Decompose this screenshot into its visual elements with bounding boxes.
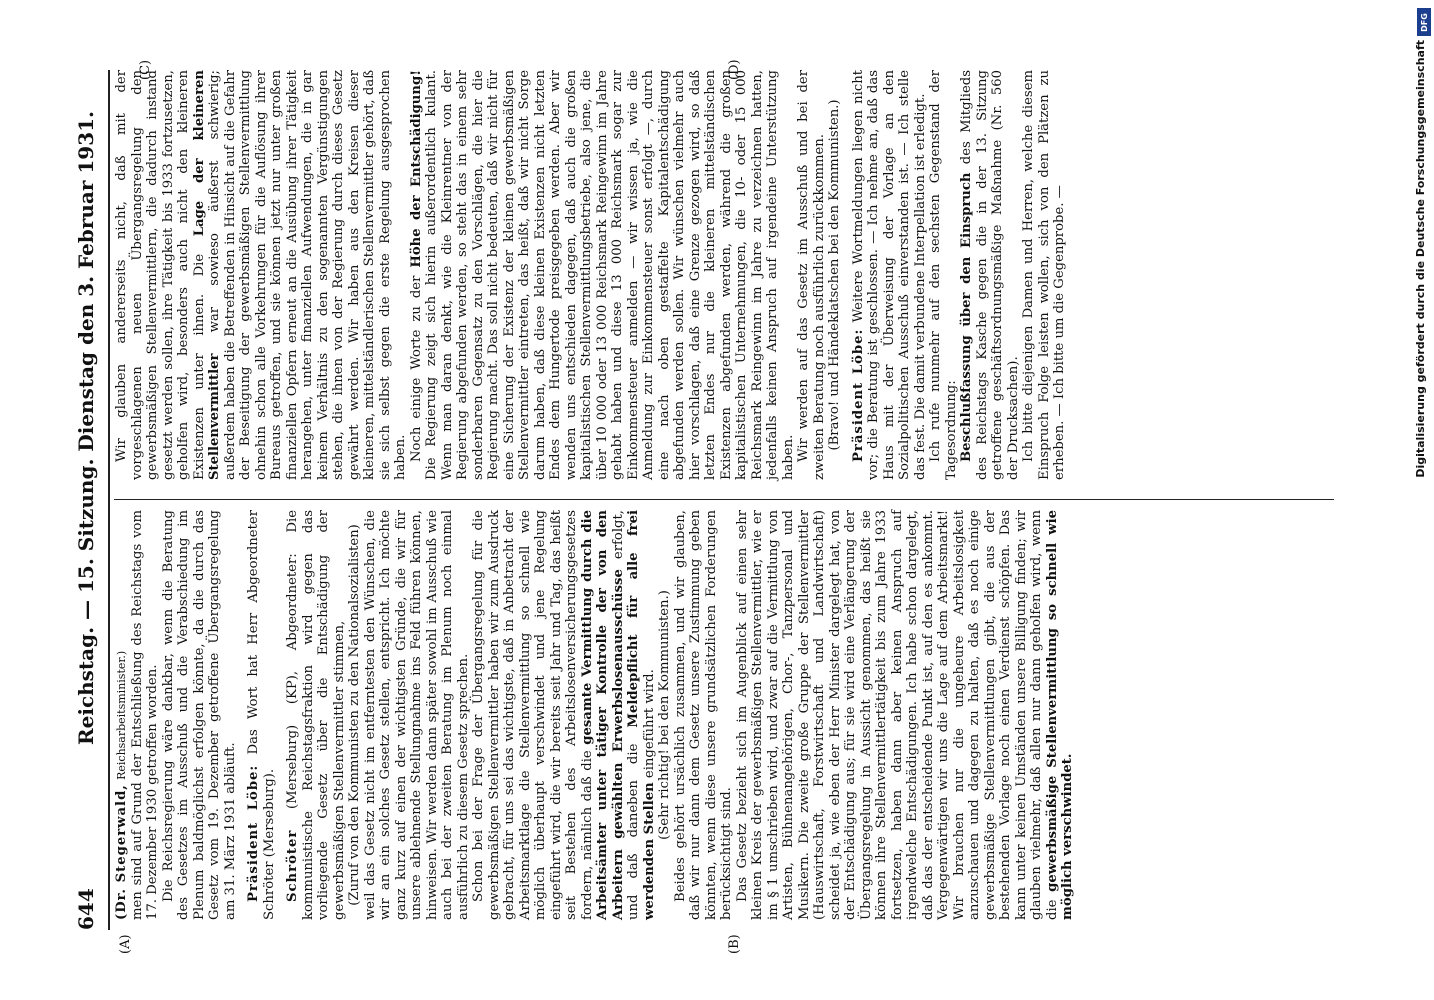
margin-marker-a: (A) [118,934,133,954]
funding-credit: Digitalisierung gefördert durch die Deutsche Forschungsgemeinschaft [1414,40,1427,478]
paragraph: Wir glauben andererseits nicht, daß mit der vorgeschlagenen neuen Übergangsregelung den gewerbsmäßigen Stellenvermittlern, die dadurch instand gesetzt werden sollen, ihre Tätigkeit bis 1933 fortzusetzen, geholfen wird, besonders auch nicht den kleineren Existenzen unter ihnen. Die Lage der kleineren Stellenvermittler war sowieso äußerst schwierig; außerdem haben die Betreffenden in Hinsicht auf die Gefahr der Beseitigung der gewerbsmäßigen Stellenvermittlung ohnehin schon alle Vorkehrungen für die Auflösung ihrer Bureaus getroffen, und sie können jetzt nur unter großen finanziellen Opfern erneut an die Ausübung ihrer Tätigkeit herangehen, unter finanziellen Aufwendungen, die in gar keinem Verhältnis zu den sogenannten Vergünstigungen stehen, die ihnen von der Regierung durch dieses Gesetz gewährt werden. Wir haben aus den Kreisen dieser kleineren, mittelständlerischen Stellenvermittler gehört, daß sie sich selbst gegen die erste Regelung ausgesprochen haben. [114,70,408,480]
paragraph: Wir werden auf das Gesetz im Ausschuß und bei der zweiten Beratung noch ausführlich zurückkommen. [796,70,827,480]
left-column [114,510,1076,920]
margin-marker-d: (D) [727,59,742,80]
page-number: 644 [74,888,98,930]
interjection: (Sehr richtig! bei den Kommunisten.) [657,590,672,840]
paragraph: Die Reichsregierung wäre dankbar, wenn die Beratung des Gesetzes im Ausschuß und die Verabschiedung im Plenum baldmöglichst erfolgen könnte, da die durch das Gesetz vom 19. Dezember getroffene Übergangsregelung am 31. März 1931 abläuft. [160,510,238,920]
paragraph: Präsident Löbe: Das Wort hat Herr Abgeordneter Schröter (Merseburg). [246,509,277,920]
paragraph: Schröter (Merseburg) (KP), Abgeordneter: Die kommunistische Reichstagsfraktion wird gegen das vorliegende Gesetz über die Entschädigung der gewerbsmäßigen Stellenvermittler stimmen, [285,510,347,920]
paragraph: Ich bitte diejenigen Damen und Herren, welche diesem Einspruch Folge leisten wollen, sich von den Plätzen zu erheben. — Ich bitte um die Gegenprobe. — [1021,70,1067,480]
page-header [70,0,110,1000]
dfg-logo-icon: DFG [1417,8,1431,36]
paragraph: Schon bei der Frage der Übergangsregelung für die gewerbsmäßigen Stellenvermittler haben wir zum Ausdruck gebracht, für uns sei das wichtigste, daß in Anbetracht der Arbeitsmarktlage die Stellenvermittlung so schnell wie möglich überhaupt verschwindet und jene Regelung eingeführt wird, die wir bereits seit Jahr und Tag, das heißt seit Bestehen des Arbeitslosenversicherungsgesetzes fordern, nämlich daß die gesamte Vermittlung durch die Arbeitsämter unter tätiger Kontrolle der von den Arbeitern gewählten Erwerbslosenausschüsse erfolgt, und daß daneben die Meldepflicht für alle frei werdenden Stellen eingeführt wird. [471,510,657,920]
paragraph: weil das Gesetz nicht im entferntesten den Wünschen, die wir an ein solches Gesetz stellen, entspricht. Ich möchte ganz kurz auf einen der wichtigsten Gründe, die wir für unsere ablehnende Stellungnahme ins Feld führen können, hinweisen. Wir werden dann später sowohl im Ausschuß wie auch bei der zweiten Beratung im Plenum noch einmal ausführlich zu diesem Gesetz sprechen. [362,510,471,920]
paragraph: (Dr. Stegerwald, Reichsarbeitsminister.) [114,650,129,920]
interjection: (Bravo! und Händeklatschen bei den Kommunisten.) [827,99,842,451]
paragraph: Präsident Löbe: Weitere Wortmeldungen liegen nicht vor; die Beratung ist geschlossen. — Ich nehme an, daß das Haus mit der Überweisung der Vorlage an den Sozialpolitischen Ausschuß einverstanden ist. — Ich stelle das fest. Die damit verbundene Interpellation ist erledigt. [850,70,928,480]
header-rule [108,70,110,930]
paragraph: Das Gesetz bezieht sich im Augenblick auf einen sehr kleinen Kreis der gewerbsmäßigen Stellenvermittler, wie er im § 1 umschrieben wird, und zwar auf die Vermittlung von Artisten, Bühnenangehörigen, Chor-, Tanzpersonal und Musikern. Die zweite große Gruppe der Stellenvermittler (Hauswirtschaft, Forstwirtschaft und Landwirtschaft) scheidet ja, wie eben der Herr Minister dargelegt hat, von der Entschädigung aus; für sie wird eine Verlängerung der Übergangsregelung in Aussicht genommen, das heißt sie können ihre Stellenvermittlertätigkeit bis zum Jahre 1933 fortsetzen, haben dann aber keinen Anspruch auf irgendwelche Entschädigungen. Ich habe schon dargelegt, daß das der entscheidende Punkt ist, auf den es ankommt. Vergegenwärtigen wir uns die Lage auf dem Arbeitsmarkt! Wir brauchen nur die ungeheure Arbeitslosigkeit anzuschauen und dagegen zu halten, daß es noch einige gewerbsmäßige Stellenvermittlungen gibt, die aus der bestehenden Vorlage noch einen Verdienst schöpfen. Das kann unter keinen Umständen unsere Billigung finden; wir glauben vielmehr, daß allen nur dann geholfen wird, wenn die gewerbsmäßige Stellenvermittlung so schnell wie möglich verschwindet. [734,510,1075,920]
running-title: Reichstag. — 15. Sitzung. Dienstag den 3. Februar 1931. [74,110,98,745]
paragraph: Noch einige Worte zu der Höhe der Entschädigung! Die Regierung zeigt sich hierin außerordentlich kulant. Wenn man daran denkt, wie die Kleinrentner von der Regierung abgefunden werden, so steht das in einem sehr sonderbaren Gegensatz zu den Vorschlägen, die hier die Regierung macht. Das soll nicht bedeuten, daß wir nicht für eine Sicherung der Existenz der kleinen gewerbsmäßigen Stellenvermittler eintreten, das heißt, daß wir nicht Sorge darum haben, daß diese kleinen Existenzen nicht letzten Endes dem Hungertode preisgegeben werden. Aber wir wenden uns entschieden dagegen, daß auch die großen kapitalistischen Stellenvermittlungsbetriebe, also jene, die über 10 000 oder 13 000 Reichsmark Reingewinn im Jahre gehabt haben und diese 13 000 Reichsmark sogar zur Einkommensteuer anmelden — wir wissen ja, wie die Anmeldung zur Einkommensteuer sonst erfolgt —, durch eine nach oben gestaffelte Kapitalentschädigung abgefunden werden sollen. Wir wünschen vielmehr auch hier vorschlagen, daß eine Grenze gezogen wird, so daß letzten Endes nur die kleineren mittelständischen Existenzen abgefunden werden, während die großen kapitalistischen Unternehmungen, die 10- oder 15 000 Reichsmark Reingewinn im Jahre zu verzeichnen hatten, jedenfalls keinen Anspruch auf irgendeine Unterstützung haben. [408,70,796,480]
margin-marker-b: (B) [727,934,742,954]
paragraph: Beschlußfassung über den Einspruch des Mitglieds des Reichstags Kasche gegen die in der 13. Sitzung getroffene geschäftsordnungsmäßige Maßnahme (Nr. 560 der Drucksachen). [959,70,1021,480]
digitization-sidebar [1411,0,1431,1000]
interjection: (Zuruf von den Kommunisten zu den Nationalsozialisten) [347,524,362,906]
column-divider [114,499,1334,500]
right-column [114,70,1068,480]
paragraph: men sind auf Grund der Entschließung des Reichstags vom 17. Dezember 1930 getroffen worden. [129,510,160,920]
paragraph: Ich rufe nunmehr auf den sechsten Gegenstand der Tagesordnung: [928,70,959,480]
paragraph: Beides gehört ursächlich zusammen, und wir glauben, daß wir nur dann dem Gesetz unsere Zustimmung geben könnten, wenn diese unsere grundsätzlichen Forderungen berücksichtigt sind. [672,510,734,920]
margin-marker-c: (C) [138,59,153,80]
